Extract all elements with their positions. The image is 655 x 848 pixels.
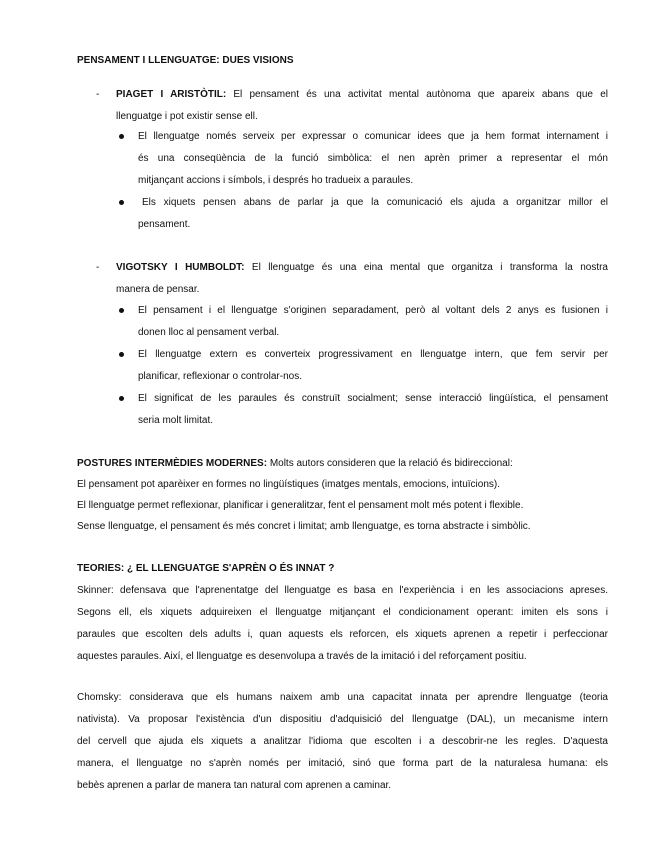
vigotsky-intro-line2: manera de pensar. [116, 284, 200, 295]
document-title: PENSAMENT I LLENGUATGE: DUES VISIONS [77, 55, 294, 66]
postures-label: POSTURES INTERMÈDIES MODERNES: [77, 458, 268, 469]
piaget-intro-line2: llenguatge i pot existir sense ell. [116, 111, 258, 122]
skinner-line1: Skinner: defensava que l'aprenentatge del llenguatge es basa en l'experiència i en les associacions apreses. [77, 585, 608, 596]
piaget-b1-line2: és una conseqüència de la funció simbòlica: el nen aprèn primer a representar el món [138, 153, 608, 164]
piaget-dash: - [96, 89, 100, 100]
vigotsky-intro-line1 [116, 261, 608, 274]
bullet-icon [119, 200, 124, 205]
piaget-b2-line1: Els xiquets pensen abans de parlar ja que la comunicació els ajuda a organitzar millor el [142, 197, 608, 208]
piaget-b2-line2: pensament. [138, 219, 191, 230]
vigotsky-b2-line1: El llenguatge extern es converteix progressivament en llenguatge intern, que fem servir per [138, 349, 608, 360]
piaget-b1-line1: El llenguatge només serveix per expressar o comunicar idees que ja hem format internament i [138, 131, 608, 142]
bullet-icon [119, 308, 124, 313]
piaget-b1-line3: mitjançant accions i símbols, i després ho tradueix a paraules. [138, 175, 414, 186]
bullet-icon [119, 396, 124, 401]
postures-line3: El llenguatge permet reflexionar, planificar i generalitzar, fent el pensament molt més potent i flexible. [77, 500, 524, 511]
postures-intro-text: Molts autors consideren que la relació és bidireccional: [269, 458, 513, 469]
teories-heading: TEORIES: ¿ EL LLENGUATGE S'APRÈN O ÉS INNAT ? [77, 563, 335, 574]
vigotsky-intro-text: El llenguatge és una eina mental que organitza i transforma la nostra [251, 262, 608, 273]
skinner-line3: paraules que escolten dels adults i, quan aquests els reforcen, els xiquets aprenen a repetir i perfeccionar [77, 629, 608, 640]
piaget-label: PIAGET I ARISTÒTIL: [116, 89, 227, 100]
skinner-line2: Segons ell, els xiquets adquireixen el llenguatge mitjançant el condicionament operant: imiten els sons i [77, 607, 608, 618]
chomsky-line2: nativista). Va proposar l'existència d'un dispositiu d'adquisició del llenguatge (DAL), un mecanisme intern [77, 714, 608, 725]
chomsky-line3: del cervell que ajuda els xiquets a analitzar l'idioma que escolten i a descobrir-ne les regles. D'aquesta [77, 736, 608, 747]
vigotsky-b3-line2: seria molt limitat. [138, 415, 214, 426]
piaget-intro-text: El pensament és una activitat mental autònoma que apareix abans que el [233, 89, 608, 100]
postures-line1 [77, 457, 513, 470]
chomsky-line1: Chomsky: considerava que els humans naixem amb una capacitat innata per aprendre llenguatge (teoria [77, 692, 608, 703]
postures-line2: El pensament pot aparèixer en formes no lingüístiques (imatges mentals, emocions, intuïcions). [77, 479, 500, 490]
vigotsky-b3-line1: El significat de les paraules és construït socialment; sense interacció lingüística, el pensament [138, 393, 608, 404]
vigotsky-b2-line2: planificar, reflexionar o controlar-nos. [138, 371, 302, 382]
bullet-icon [119, 134, 124, 139]
vigotsky-label: VIGOTSKY I HUMBOLDT: [116, 262, 245, 273]
vigotsky-b1-line1: El pensament i el llenguatge s'originen separadament, però al voltant dels 2 anys es fusionen i [138, 305, 608, 316]
vigotsky-b1-line2: donen lloc al pensament verbal. [138, 327, 280, 338]
chomsky-line4: manera, el llenguatge no s'aprèn només per imitació, sinó que forma part de la naturalesa humana: els [77, 758, 608, 769]
vigotsky-dash: - [96, 262, 100, 273]
postures-line4: Sense llenguatge, el pensament és més concret i limitat; amb llenguatge, es torna abstracte i simbòlic. [77, 521, 531, 532]
chomsky-line5: bebès aprenen a parlar de manera tan natural com aprenen a caminar. [77, 780, 392, 791]
skinner-line4: aquestes paraules. Així, el llenguatge es desenvolupa a través de la imitació i del reforçament positiu. [77, 651, 527, 662]
piaget-intro-line1 [116, 88, 608, 101]
bullet-icon [119, 352, 124, 357]
